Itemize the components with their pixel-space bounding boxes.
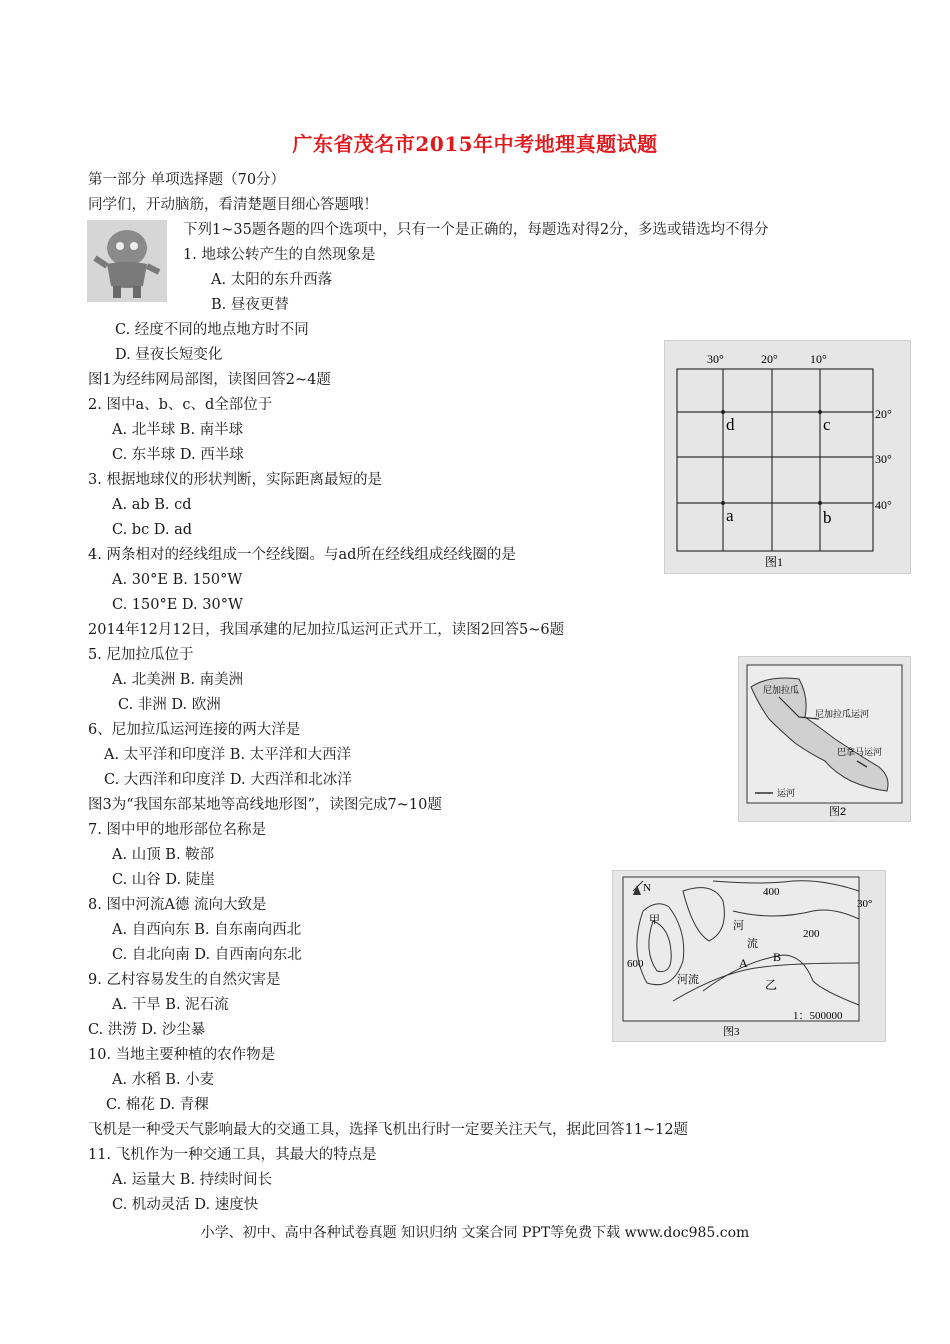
fig3-scale: 1：500000 <box>793 1010 843 1022</box>
question-1: 1. 地球公转产生的自然现象是 <box>183 247 376 263</box>
q4-options-cd: C. 150°E D. 30°W <box>112 597 243 613</box>
q1-option-a: A. 太阳的东升西落 <box>211 272 333 288</box>
page-title: 广东省茂名市2015年中考地理真题试题 <box>292 132 658 156</box>
fig2-label-nicaragua-canal: 尼加拉瓜运河 <box>815 709 870 719</box>
north-arrow-icon: N <box>643 882 651 894</box>
q7-options-ab: A. 山顶 B. 鞍部 <box>112 847 215 863</box>
fig1-lon-label-20: 20° <box>761 352 778 366</box>
fig3-contour-200: 200 <box>803 928 820 940</box>
q9-options-cd: C. 洪涝 D. 沙尘暴 <box>88 1022 206 1038</box>
figure-1-graticule <box>664 340 911 574</box>
figure-2-map <box>738 656 911 822</box>
fig1-point-d: d <box>726 415 735 434</box>
fig1-caption: 图1 <box>765 555 784 569</box>
question-7: 7. 图中甲的地形部位名称是 <box>88 822 266 838</box>
fig2-label-nicaragua: 尼加拉瓜 <box>763 685 800 695</box>
q1-option-c: C. 经度不同的地点地方时不同 <box>115 322 309 338</box>
fig3-label-river: 河流 <box>677 974 699 986</box>
q10-options-ab: A. 水稻 B. 小麦 <box>112 1072 215 1088</box>
fig3-label-he: 河 <box>733 920 744 932</box>
intro-text: 同学们，开动脑筋，看清楚题目细心答题哦！ <box>88 197 378 213</box>
fig3-label-jia: 甲 <box>649 914 660 926</box>
fig2-caption: 图2 <box>829 806 847 818</box>
fig1-lat-label-30: 30° <box>875 452 892 466</box>
fig1-lon-label-10: 10° <box>810 352 827 366</box>
figure2-intro: 2014年12月12日，我国承建的尼加拉瓜运河正式开工，读图2回答5~6题 <box>88 622 565 638</box>
question-2: 2. 图中a、b、c、d全部位于 <box>88 397 273 413</box>
fig1-lon-label-30: 30° <box>707 352 724 366</box>
q2-options-cd: C. 东半球 D. 西半球 <box>112 447 244 463</box>
q1-option-d: D. 昼夜长短变化 <box>115 347 223 363</box>
fig3-village-yi: 乙 <box>765 978 778 992</box>
fig3-contour-400: 400 <box>763 886 780 898</box>
q11-options-ab: A. 运量大 B. 持续时间长 <box>112 1172 273 1188</box>
q3-options-ab: A. ab B. cd <box>112 497 192 513</box>
q8-options-ab: A. 自西向东 B. 自东南向西北 <box>112 922 302 938</box>
fig1-lat-label-40: 40° <box>875 498 892 512</box>
q7-options-cd: C. 山谷 D. 陡崖 <box>112 872 215 888</box>
question-6: 6、尼加拉瓜运河连接的两大洋是 <box>88 722 301 738</box>
q9-options-ab: A. 干旱 B. 泥石流 <box>112 997 229 1013</box>
q6-options-cd: C. 大西洋和印度洋 D. 大西洋和北冰洋 <box>104 772 352 788</box>
section-heading: 第一部分 单项选择题（70分） <box>88 172 286 188</box>
question-11: 11. 飞机作为一种交通工具，其最大的特点是 <box>88 1147 377 1163</box>
figure1-intro: 图1为经纬网局部图，读图回答2~4题 <box>88 372 331 388</box>
question-4: 4. 两条相对的经线组成一个经线圈。与ad所在经线组成经线圈的是 <box>88 547 516 563</box>
figure-3-contour-map <box>612 870 886 1042</box>
fig1-point-a: a <box>726 506 734 525</box>
fig1-lat-label-20: 20° <box>875 407 892 421</box>
q2-options-ab: A. 北半球 B. 南半球 <box>112 422 244 438</box>
question-9: 9. 乙村容易发生的自然灾害是 <box>88 972 281 988</box>
fig1-point-c: c <box>823 415 831 434</box>
fig2-legend-canal: 运河 <box>777 788 796 798</box>
q8-options-cd: C. 自北向南 D. 自西南向东北 <box>112 947 302 963</box>
q10-options-cd: C. 棉花 D. 青稞 <box>106 1097 209 1113</box>
fig3-contour-600: 600 <box>627 958 644 970</box>
q3-options-cd: C. bc D. ad <box>112 522 193 538</box>
fig3-lat-30: 30° <box>857 898 873 910</box>
q5-options-ab: A. 北美洲 B. 南美洲 <box>112 672 244 688</box>
q4-options-ab: A. 30°E B. 150°W <box>112 572 243 588</box>
question-10: 10. 当地主要种植的农作物是 <box>88 1047 276 1063</box>
fig3-caption: 图3 <box>723 1026 740 1038</box>
question-5: 5. 尼加拉瓜位于 <box>88 647 194 663</box>
question-3: 3. 根据地球仪的形状判断，实际距离最短的是 <box>88 472 382 488</box>
q11-options-cd: C. 机动灵活 D. 速度快 <box>112 1197 259 1213</box>
fig2-label-panama-canal: 巴拿马运河 <box>837 747 883 757</box>
q1-option-b: B. 昼夜更替 <box>211 297 289 313</box>
fig3-label-liu: 流 <box>747 938 758 950</box>
mascot-image <box>87 220 167 302</box>
fig3-point-a: A <box>739 956 748 970</box>
question-8: 8. 图中河流A德 流向大致是 <box>88 897 267 913</box>
fig1-point-b: b <box>823 508 832 527</box>
airplane-intro: 飞机是一种受天气影响最大的交通工具，选择飞机出行时一定要关注天气，据此回答11~12题 <box>88 1122 689 1138</box>
q6-options-ab: A. 太平洋和印度洋 B. 太平洋和大西洋 <box>104 747 352 763</box>
page-footer: 小学、初中、高中各种试卷真题 知识归纳 文案合同 PPT等免费下载 www.doc985.com <box>200 1225 750 1241</box>
figure3-intro: 图3为“我国东部某地等高线地形图”，读图完成7~10题 <box>88 797 442 813</box>
fig3-point-b: B <box>773 950 782 964</box>
q5-options-cd: C. 非洲 D. 欧洲 <box>118 697 221 713</box>
instructions: 下列1~35题各题的四个选项中，只有一个是正确的，每题选对得2分，多选或错选均不得分 <box>183 222 769 238</box>
